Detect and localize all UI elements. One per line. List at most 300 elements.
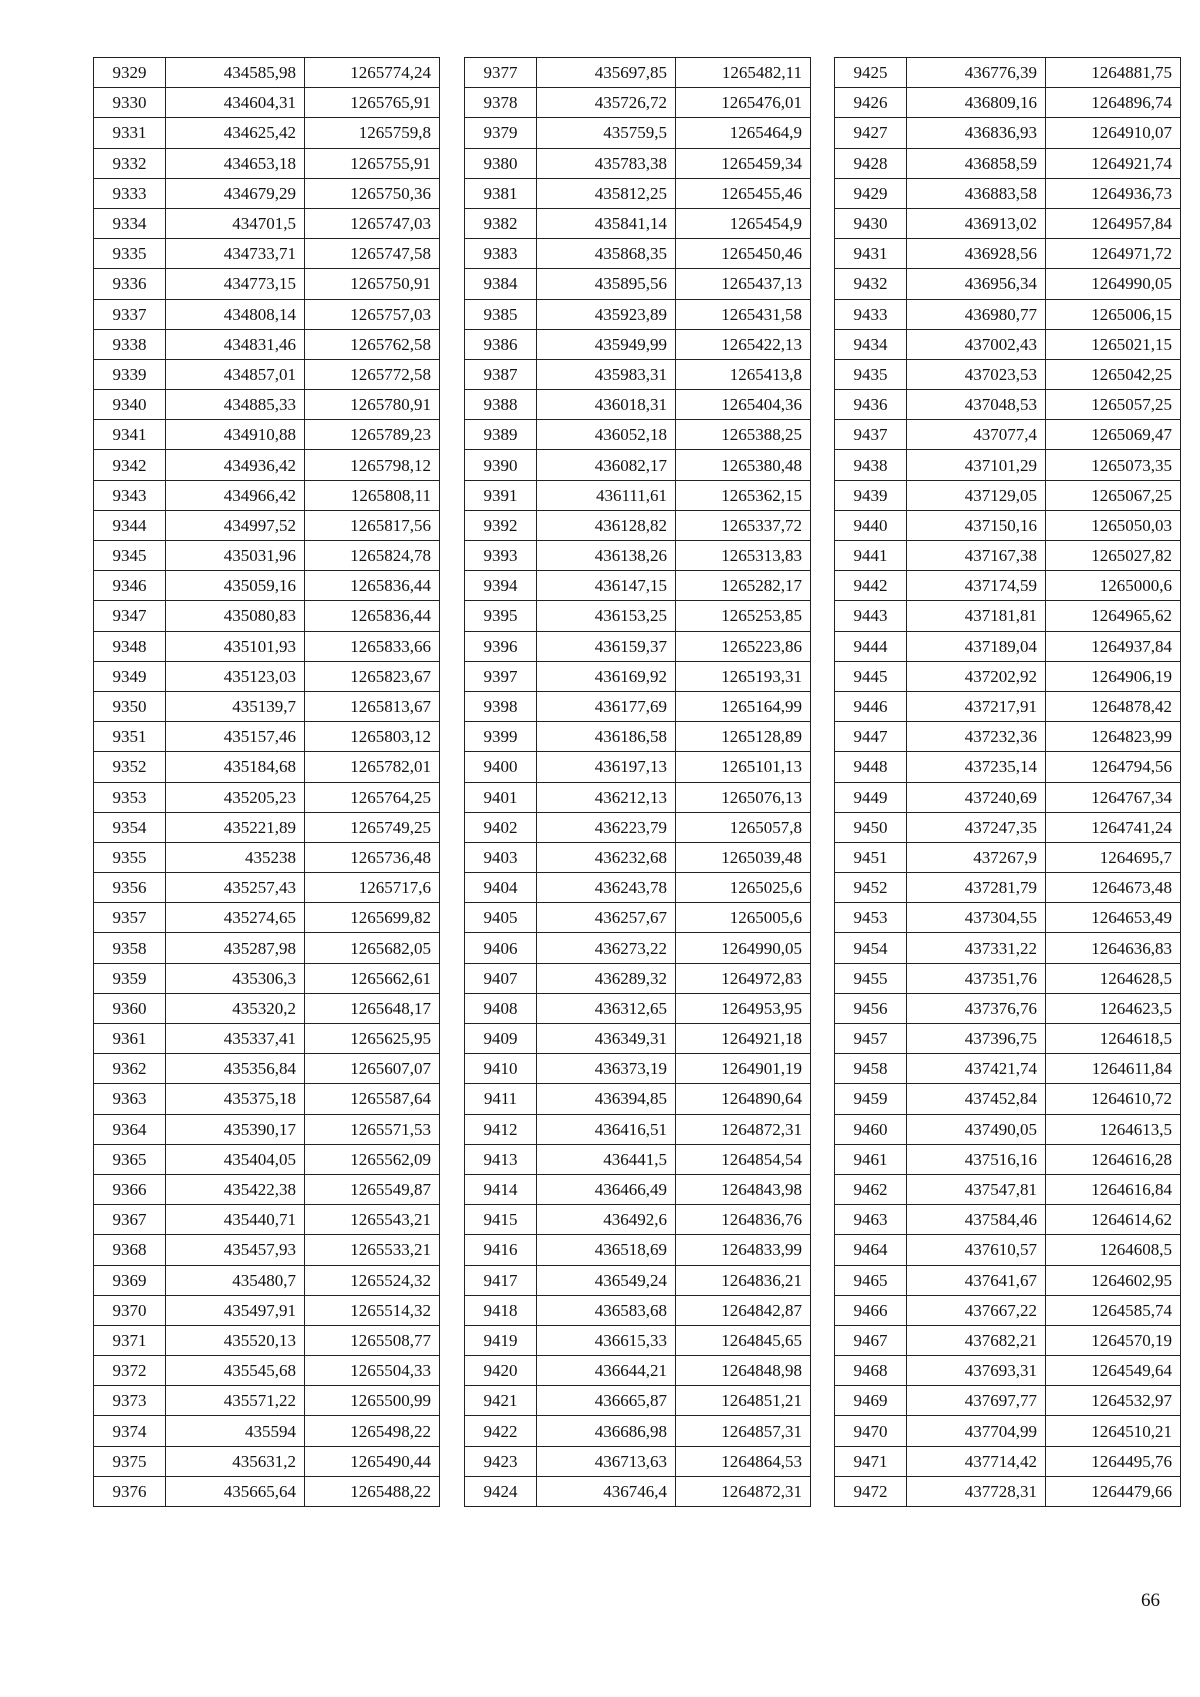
x-coordinate-cell: 437641,67 — [907, 1265, 1046, 1295]
table-row — [835, 1024, 1181, 1054]
x-coordinate-cell: 437002,43 — [907, 329, 1046, 359]
table-row — [835, 873, 1181, 903]
point-number-cell: 9450 — [835, 812, 907, 842]
table-row — [94, 631, 440, 661]
y-coordinate-cell: 1265765,91 — [305, 88, 440, 118]
y-coordinate-cell: 1264971,72 — [1046, 239, 1181, 269]
y-coordinate-cell: 1265543,21 — [305, 1205, 440, 1235]
x-coordinate-cell: 435520,13 — [166, 1325, 305, 1355]
x-coordinate-cell: 435480,7 — [166, 1265, 305, 1295]
point-number-cell: 9418 — [465, 1295, 537, 1325]
table-row — [835, 1416, 1181, 1446]
coordinate-table-2 — [464, 57, 811, 1507]
point-number-cell: 9419 — [465, 1325, 537, 1355]
point-number-cell: 9363 — [94, 1084, 166, 1114]
y-coordinate-cell: 1265607,07 — [305, 1054, 440, 1084]
x-coordinate-cell: 435571,22 — [166, 1386, 305, 1416]
table-row — [835, 269, 1181, 299]
x-coordinate-cell: 436177,69 — [537, 691, 676, 721]
point-number-cell: 9360 — [94, 993, 166, 1023]
y-coordinate-cell: 1265833,66 — [305, 631, 440, 661]
point-number-cell: 9459 — [835, 1084, 907, 1114]
table-row — [835, 782, 1181, 812]
table-row — [835, 88, 1181, 118]
y-coordinate-cell: 1264937,84 — [1046, 631, 1181, 661]
y-coordinate-cell: 1264585,74 — [1046, 1295, 1181, 1325]
table-row — [835, 1476, 1181, 1506]
y-coordinate-cell: 1265514,32 — [305, 1295, 440, 1325]
point-number-cell: 9451 — [835, 842, 907, 872]
point-number-cell: 9365 — [94, 1144, 166, 1174]
y-coordinate-cell: 1265431,58 — [676, 299, 811, 329]
x-coordinate-cell: 434733,71 — [166, 239, 305, 269]
point-number-cell: 9335 — [94, 239, 166, 269]
table-row — [94, 208, 440, 238]
table-row — [465, 752, 811, 782]
point-number-cell: 9472 — [835, 1476, 907, 1506]
x-coordinate-cell: 435205,23 — [166, 782, 305, 812]
x-coordinate-cell: 437331,22 — [907, 933, 1046, 963]
x-coordinate-cell: 437452,84 — [907, 1084, 1046, 1114]
y-coordinate-cell: 1265488,22 — [305, 1476, 440, 1506]
point-number-cell: 9461 — [835, 1144, 907, 1174]
point-number-cell: 9424 — [465, 1476, 537, 1506]
table-row — [835, 299, 1181, 329]
y-coordinate-cell: 1264610,72 — [1046, 1084, 1181, 1114]
table-row — [465, 1024, 811, 1054]
x-coordinate-cell: 436809,16 — [907, 88, 1046, 118]
coordinate-table-3 — [834, 57, 1181, 1507]
page-number: 66 — [1141, 1590, 1160, 1611]
table-row — [835, 963, 1181, 993]
x-coordinate-cell: 436713,63 — [537, 1446, 676, 1476]
y-coordinate-cell: 1265039,48 — [676, 842, 811, 872]
x-coordinate-cell: 436169,92 — [537, 661, 676, 691]
x-coordinate-cell: 437396,75 — [907, 1024, 1046, 1054]
table-row — [465, 88, 811, 118]
point-number-cell: 9398 — [465, 691, 537, 721]
table-row — [94, 722, 440, 752]
y-coordinate-cell: 1264602,95 — [1046, 1265, 1181, 1295]
x-coordinate-cell: 437235,14 — [907, 752, 1046, 782]
x-coordinate-cell: 437728,31 — [907, 1476, 1046, 1506]
point-number-cell: 9385 — [465, 299, 537, 329]
point-number-cell: 9432 — [835, 269, 907, 299]
point-number-cell: 9340 — [94, 390, 166, 420]
x-coordinate-cell: 436138,26 — [537, 541, 676, 571]
y-coordinate-cell: 1264872,31 — [676, 1114, 811, 1144]
x-coordinate-cell: 437240,69 — [907, 782, 1046, 812]
table-row — [94, 480, 440, 510]
point-number-cell: 9357 — [94, 903, 166, 933]
x-coordinate-cell: 434831,46 — [166, 329, 305, 359]
point-number-cell: 9413 — [465, 1144, 537, 1174]
table-row — [94, 359, 440, 389]
x-coordinate-cell: 436289,32 — [537, 963, 676, 993]
y-coordinate-cell: 1265504,33 — [305, 1356, 440, 1386]
table-row — [94, 58, 440, 88]
y-coordinate-cell: 1265747,03 — [305, 208, 440, 238]
x-coordinate-cell: 437167,38 — [907, 541, 1046, 571]
point-number-cell: 9350 — [94, 691, 166, 721]
y-coordinate-cell: 1264495,76 — [1046, 1446, 1181, 1476]
point-number-cell: 9471 — [835, 1446, 907, 1476]
y-coordinate-cell: 1264878,42 — [1046, 691, 1181, 721]
y-coordinate-cell: 1265717,6 — [305, 873, 440, 903]
x-coordinate-cell: 435783,38 — [537, 148, 676, 178]
x-coordinate-cell: 435031,96 — [166, 541, 305, 571]
table-row — [465, 1174, 811, 1204]
table-row — [94, 571, 440, 601]
point-number-cell: 9404 — [465, 873, 537, 903]
table-row — [835, 1295, 1181, 1325]
point-number-cell: 9380 — [465, 148, 537, 178]
x-coordinate-cell: 435895,56 — [537, 269, 676, 299]
point-number-cell: 9467 — [835, 1325, 907, 1355]
point-number-cell: 9420 — [465, 1356, 537, 1386]
y-coordinate-cell: 1264510,21 — [1046, 1416, 1181, 1446]
x-coordinate-cell: 435631,2 — [166, 1446, 305, 1476]
point-number-cell: 9348 — [94, 631, 166, 661]
y-coordinate-cell: 1265404,36 — [676, 390, 811, 420]
y-coordinate-cell: 1264921,18 — [676, 1024, 811, 1054]
y-coordinate-cell: 1265803,12 — [305, 722, 440, 752]
y-coordinate-cell: 1264965,62 — [1046, 601, 1181, 631]
y-coordinate-cell: 1265005,6 — [676, 903, 811, 933]
point-number-cell: 9369 — [94, 1265, 166, 1295]
point-number-cell: 9341 — [94, 420, 166, 450]
point-number-cell: 9390 — [465, 450, 537, 480]
point-number-cell: 9446 — [835, 691, 907, 721]
table-row — [94, 1416, 440, 1446]
y-coordinate-cell: 1264896,74 — [1046, 88, 1181, 118]
y-coordinate-cell: 1265662,61 — [305, 963, 440, 993]
point-number-cell: 9383 — [465, 239, 537, 269]
point-number-cell: 9405 — [465, 903, 537, 933]
y-coordinate-cell: 1264616,28 — [1046, 1144, 1181, 1174]
table-row — [465, 601, 811, 631]
y-coordinate-cell: 1265313,83 — [676, 541, 811, 571]
y-coordinate-cell: 1264653,49 — [1046, 903, 1181, 933]
y-coordinate-cell: 1265050,03 — [1046, 510, 1181, 540]
x-coordinate-cell: 437281,79 — [907, 873, 1046, 903]
y-coordinate-cell: 1265413,8 — [676, 359, 811, 389]
x-coordinate-cell: 436492,6 — [537, 1205, 676, 1235]
x-coordinate-cell: 436466,49 — [537, 1174, 676, 1204]
y-coordinate-cell: 1265824,78 — [305, 541, 440, 571]
y-coordinate-cell: 1265282,17 — [676, 571, 811, 601]
x-coordinate-cell: 436111,61 — [537, 480, 676, 510]
x-coordinate-cell: 436197,13 — [537, 752, 676, 782]
point-number-cell: 9414 — [465, 1174, 537, 1204]
y-coordinate-cell: 1264851,21 — [676, 1386, 811, 1416]
table-row — [465, 661, 811, 691]
table-row — [465, 1084, 811, 1114]
table-row — [465, 1416, 811, 1446]
table-row — [465, 420, 811, 450]
y-coordinate-cell: 1265128,89 — [676, 722, 811, 752]
x-coordinate-cell: 436956,34 — [907, 269, 1046, 299]
table-row — [94, 842, 440, 872]
y-coordinate-cell: 1265549,87 — [305, 1174, 440, 1204]
x-coordinate-cell: 435457,93 — [166, 1235, 305, 1265]
x-coordinate-cell: 434585,98 — [166, 58, 305, 88]
y-coordinate-cell: 1264843,98 — [676, 1174, 811, 1204]
table-row — [94, 601, 440, 631]
y-coordinate-cell: 1264628,5 — [1046, 963, 1181, 993]
x-coordinate-cell: 437304,55 — [907, 903, 1046, 933]
point-number-cell: 9448 — [835, 752, 907, 782]
y-coordinate-cell: 1265006,15 — [1046, 299, 1181, 329]
table-row — [835, 390, 1181, 420]
table-row — [835, 450, 1181, 480]
table-row — [465, 1356, 811, 1386]
point-number-cell: 9421 — [465, 1386, 537, 1416]
x-coordinate-cell: 436018,31 — [537, 390, 676, 420]
y-coordinate-cell: 1264823,99 — [1046, 722, 1181, 752]
x-coordinate-cell: 437610,57 — [907, 1235, 1046, 1265]
point-number-cell: 9453 — [835, 903, 907, 933]
y-coordinate-cell: 1264854,54 — [676, 1144, 811, 1174]
table-row — [465, 1325, 811, 1355]
table-row — [465, 1295, 811, 1325]
y-coordinate-cell: 1265749,25 — [305, 812, 440, 842]
point-number-cell: 9430 — [835, 208, 907, 238]
table-row — [835, 1144, 1181, 1174]
y-coordinate-cell: 1265362,15 — [676, 480, 811, 510]
table-row — [94, 993, 440, 1023]
y-coordinate-cell: 1265817,56 — [305, 510, 440, 540]
point-number-cell: 9388 — [465, 390, 537, 420]
x-coordinate-cell: 435594 — [166, 1416, 305, 1446]
y-coordinate-cell: 1264623,5 — [1046, 993, 1181, 1023]
point-number-cell: 9367 — [94, 1205, 166, 1235]
table-row — [94, 450, 440, 480]
table-row — [835, 1114, 1181, 1144]
x-coordinate-cell: 436159,37 — [537, 631, 676, 661]
x-coordinate-cell: 436665,87 — [537, 1386, 676, 1416]
table-row — [465, 118, 811, 148]
table-row — [94, 1446, 440, 1476]
x-coordinate-cell: 435949,99 — [537, 329, 676, 359]
table-row — [465, 1265, 811, 1295]
point-number-cell: 9333 — [94, 178, 166, 208]
y-coordinate-cell: 1265057,25 — [1046, 390, 1181, 420]
table-row — [465, 782, 811, 812]
y-coordinate-cell: 1264842,87 — [676, 1295, 811, 1325]
x-coordinate-cell: 437189,04 — [907, 631, 1046, 661]
point-number-cell: 9468 — [835, 1356, 907, 1386]
y-coordinate-cell: 1265437,13 — [676, 269, 811, 299]
table-row — [835, 510, 1181, 540]
point-number-cell: 9416 — [465, 1235, 537, 1265]
table-row — [465, 450, 811, 480]
x-coordinate-cell: 435497,91 — [166, 1295, 305, 1325]
point-number-cell: 9351 — [94, 722, 166, 752]
y-coordinate-cell: 1265682,05 — [305, 933, 440, 963]
table-row — [94, 661, 440, 691]
y-coordinate-cell: 1264608,5 — [1046, 1235, 1181, 1265]
table-row — [465, 510, 811, 540]
x-coordinate-cell: 437202,92 — [907, 661, 1046, 691]
table-row — [465, 148, 811, 178]
x-coordinate-cell: 435123,03 — [166, 661, 305, 691]
table-row — [835, 571, 1181, 601]
y-coordinate-cell: 1264833,99 — [676, 1235, 811, 1265]
x-coordinate-cell: 436232,68 — [537, 842, 676, 872]
point-number-cell: 9444 — [835, 631, 907, 661]
y-coordinate-cell: 1265025,6 — [676, 873, 811, 903]
point-number-cell: 9415 — [465, 1205, 537, 1235]
point-number-cell: 9379 — [465, 118, 537, 148]
point-number-cell: 9454 — [835, 933, 907, 963]
point-number-cell: 9329 — [94, 58, 166, 88]
y-coordinate-cell: 1265459,34 — [676, 148, 811, 178]
x-coordinate-cell: 437129,05 — [907, 480, 1046, 510]
x-coordinate-cell: 434701,5 — [166, 208, 305, 238]
x-coordinate-cell: 436686,98 — [537, 1416, 676, 1446]
point-number-cell: 9440 — [835, 510, 907, 540]
table-row — [94, 1114, 440, 1144]
point-number-cell: 9345 — [94, 541, 166, 571]
point-number-cell: 9465 — [835, 1265, 907, 1295]
y-coordinate-cell: 1265076,13 — [676, 782, 811, 812]
x-coordinate-cell: 435726,72 — [537, 88, 676, 118]
y-coordinate-cell: 1264990,05 — [1046, 269, 1181, 299]
table-row — [94, 1054, 440, 1084]
x-coordinate-cell: 435390,17 — [166, 1114, 305, 1144]
table-row — [94, 963, 440, 993]
table-row — [835, 58, 1181, 88]
x-coordinate-cell: 435356,84 — [166, 1054, 305, 1084]
point-number-cell: 9354 — [94, 812, 166, 842]
point-number-cell: 9397 — [465, 661, 537, 691]
point-number-cell: 9374 — [94, 1416, 166, 1446]
table-row — [465, 1235, 811, 1265]
y-coordinate-cell: 1264864,53 — [676, 1446, 811, 1476]
point-number-cell: 9401 — [465, 782, 537, 812]
point-number-cell: 9452 — [835, 873, 907, 903]
x-coordinate-cell: 436147,15 — [537, 571, 676, 601]
table-row — [94, 269, 440, 299]
table-row — [465, 299, 811, 329]
point-number-cell: 9425 — [835, 58, 907, 88]
x-coordinate-cell: 435422,38 — [166, 1174, 305, 1204]
table-row — [835, 239, 1181, 269]
y-coordinate-cell: 1265498,22 — [305, 1416, 440, 1446]
y-coordinate-cell: 1265648,17 — [305, 993, 440, 1023]
table-row — [94, 329, 440, 359]
point-number-cell: 9336 — [94, 269, 166, 299]
point-number-cell: 9431 — [835, 239, 907, 269]
x-coordinate-cell: 434679,29 — [166, 178, 305, 208]
point-number-cell: 9355 — [94, 842, 166, 872]
y-coordinate-cell: 1264953,95 — [676, 993, 811, 1023]
x-coordinate-cell: 436052,18 — [537, 420, 676, 450]
point-number-cell: 9412 — [465, 1114, 537, 1144]
x-coordinate-cell: 437693,31 — [907, 1356, 1046, 1386]
y-coordinate-cell: 1264972,83 — [676, 963, 811, 993]
y-coordinate-cell: 1265450,46 — [676, 239, 811, 269]
point-number-cell: 9347 — [94, 601, 166, 631]
y-coordinate-cell: 1265757,03 — [305, 299, 440, 329]
y-coordinate-cell: 1265759,8 — [305, 118, 440, 148]
y-coordinate-cell: 1264936,73 — [1046, 178, 1181, 208]
x-coordinate-cell: 435139,7 — [166, 691, 305, 721]
point-number-cell: 9342 — [94, 450, 166, 480]
table-row — [94, 1235, 440, 1265]
point-number-cell: 9349 — [94, 661, 166, 691]
y-coordinate-cell: 1264890,64 — [676, 1084, 811, 1114]
table-row — [835, 601, 1181, 631]
table-row — [465, 842, 811, 872]
y-coordinate-cell: 1264673,48 — [1046, 873, 1181, 903]
x-coordinate-cell: 435923,89 — [537, 299, 676, 329]
x-coordinate-cell: 435665,64 — [166, 1476, 305, 1506]
y-coordinate-cell: 1265455,46 — [676, 178, 811, 208]
y-coordinate-cell: 1264990,05 — [676, 933, 811, 963]
x-coordinate-cell: 436153,25 — [537, 601, 676, 631]
y-coordinate-cell: 1265747,58 — [305, 239, 440, 269]
table-row — [835, 842, 1181, 872]
point-number-cell: 9378 — [465, 88, 537, 118]
table-row — [835, 691, 1181, 721]
point-number-cell: 9392 — [465, 510, 537, 540]
x-coordinate-cell: 436257,67 — [537, 903, 676, 933]
table-row — [465, 903, 811, 933]
table-row — [94, 1356, 440, 1386]
table-row — [465, 1446, 811, 1476]
y-coordinate-cell: 1265490,44 — [305, 1446, 440, 1476]
point-number-cell: 9439 — [835, 480, 907, 510]
point-number-cell: 9400 — [465, 752, 537, 782]
x-coordinate-cell: 436549,24 — [537, 1265, 676, 1295]
table-row — [465, 873, 811, 903]
y-coordinate-cell: 1264881,75 — [1046, 58, 1181, 88]
point-number-cell: 9403 — [465, 842, 537, 872]
point-number-cell: 9435 — [835, 359, 907, 389]
table-row — [94, 752, 440, 782]
table-row — [835, 993, 1181, 1023]
x-coordinate-cell: 435697,85 — [537, 58, 676, 88]
x-coordinate-cell: 437150,16 — [907, 510, 1046, 540]
table-row — [835, 118, 1181, 148]
point-number-cell: 9442 — [835, 571, 907, 601]
y-coordinate-cell: 1264479,66 — [1046, 1476, 1181, 1506]
y-coordinate-cell: 1264957,84 — [1046, 208, 1181, 238]
point-number-cell: 9384 — [465, 269, 537, 299]
table-row — [835, 1235, 1181, 1265]
x-coordinate-cell: 435157,46 — [166, 722, 305, 752]
point-number-cell: 9394 — [465, 571, 537, 601]
y-coordinate-cell: 1265193,31 — [676, 661, 811, 691]
y-coordinate-cell: 1265798,12 — [305, 450, 440, 480]
x-coordinate-cell: 437704,99 — [907, 1416, 1046, 1446]
x-coordinate-cell: 437048,53 — [907, 390, 1046, 420]
x-coordinate-cell: 437667,22 — [907, 1295, 1046, 1325]
table-row — [465, 1054, 811, 1084]
x-coordinate-cell: 435274,65 — [166, 903, 305, 933]
table-row — [94, 178, 440, 208]
point-number-cell: 9417 — [465, 1265, 537, 1295]
y-coordinate-cell: 1265533,21 — [305, 1235, 440, 1265]
y-coordinate-cell: 1265000,6 — [1046, 571, 1181, 601]
point-number-cell: 9436 — [835, 390, 907, 420]
table-row — [835, 1325, 1181, 1355]
y-coordinate-cell: 1265808,11 — [305, 480, 440, 510]
x-coordinate-cell: 435306,3 — [166, 963, 305, 993]
table-row — [465, 1386, 811, 1416]
